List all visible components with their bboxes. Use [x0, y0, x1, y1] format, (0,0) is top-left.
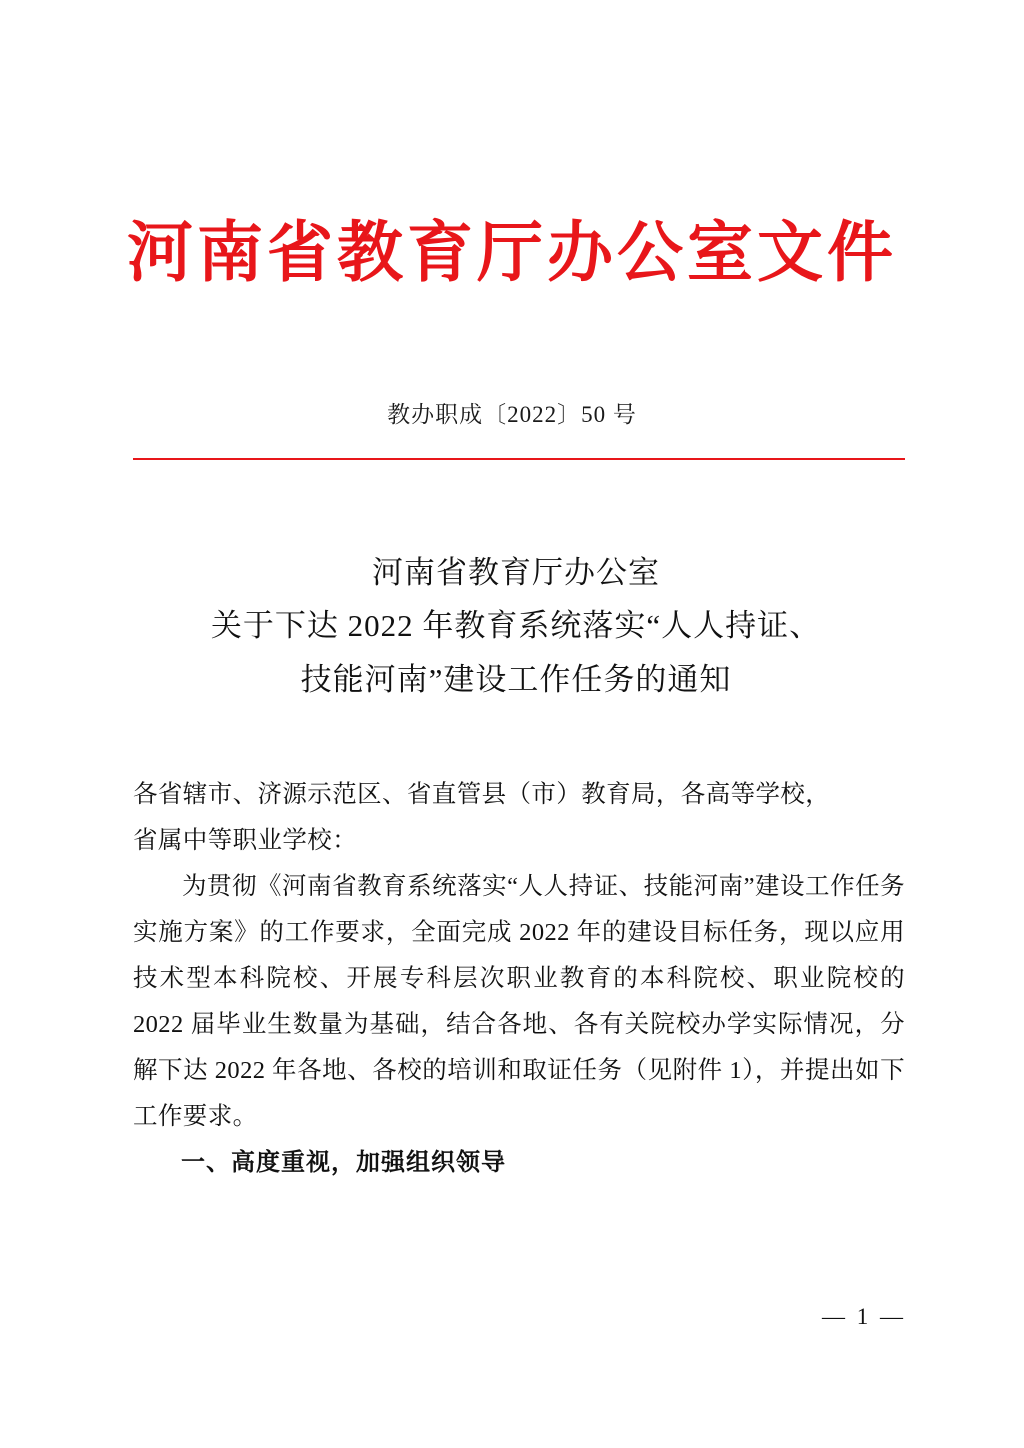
page-number: — 1 —	[822, 1304, 906, 1329]
salutation-line-1: 各省辖市、济源示范区、省直管县（市）教育局，各高等学校，	[133, 781, 831, 808]
salutation-line-2: 省属中等职业学校：	[133, 827, 358, 855]
document-body	[133, 772, 905, 1185]
red-horizontal-rule	[133, 458, 905, 460]
masthead	[0, 214, 1024, 293]
title-line-2: 关于下达 2022 年教育系统落实“人人持证、	[210, 608, 822, 644]
title-line-3: 技能河南”建设工作任务的通知	[300, 661, 732, 697]
title-line-1: 河南省教育厅办公室	[372, 555, 660, 590]
masthead-title: 河南省教育厅办公室文件	[127, 217, 897, 290]
section-heading-1: 一、高度重视，加强组织领导	[181, 1149, 506, 1177]
body-paragraph-1: 为贯彻《河南省教育系统落实“人人持证、技能河南”建设工作任务实施方案》的工作要求，全面完成 2022 年的建设目标任务，现以应用技术型本科院校、开展专科层次职业教育的本科院校、职业院校的 2022 届毕业生数量为基础，结合各地、各有关院校办学实际情况，分解下达 2022 年各地、各校的培训和取证任务（见附件 1），并提出如下工作要求。	[133, 873, 905, 1131]
document-title	[110, 546, 922, 706]
document-number: 教办职成〔2022〕50 号	[387, 402, 637, 427]
